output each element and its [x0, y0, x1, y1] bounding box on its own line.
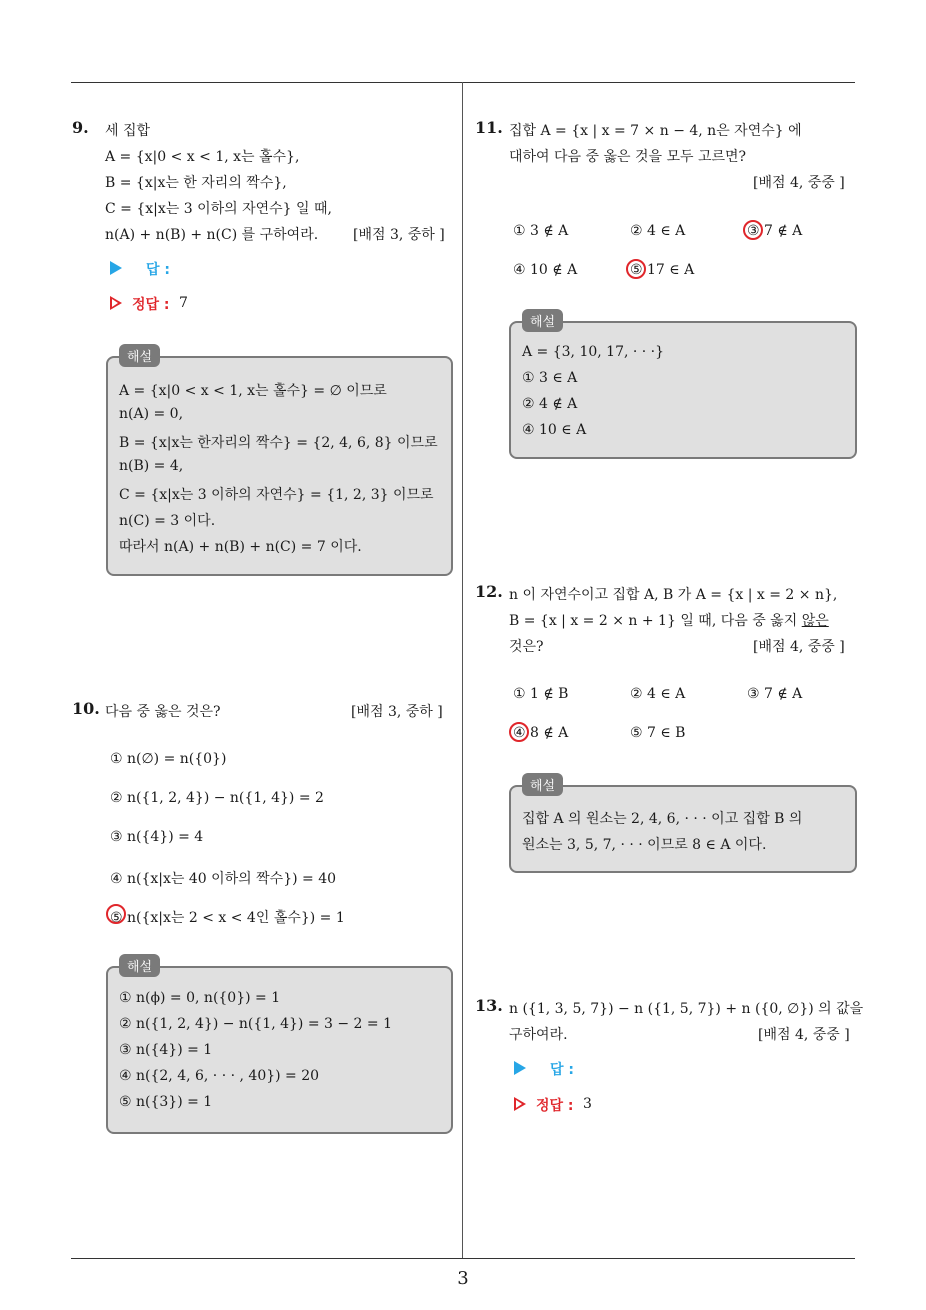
explanation-line: ④ 10 ∈ A — [522, 422, 587, 438]
correct-label: 정답 : — [536, 1098, 574, 1114]
choice-4: ④ n({x|x는 40 이하의 짝수}) = 40 — [110, 871, 337, 887]
answer-label: 답 : — [146, 262, 170, 278]
explanation-box — [509, 785, 857, 873]
score-label: [배점 4, 중중 ] — [758, 1027, 850, 1043]
explanation-line: 집합 A 의 원소는 2, 4, 6, · · · 이고 집합 B 의 — [522, 811, 803, 827]
question-text: 것은? — [509, 639, 544, 655]
question-number: 9. — [72, 118, 89, 137]
question-text: 집합 A = {x | x = 7 × n − 4, n은 자연수} 에 — [509, 123, 802, 139]
selected-mark-icon — [743, 220, 763, 240]
bottom-rule — [71, 1258, 855, 1259]
explanation-tag: 해설 — [522, 773, 563, 796]
selected-mark-icon — [106, 904, 126, 924]
explanation-tag: 해설 — [522, 309, 563, 332]
top-rule — [71, 82, 855, 83]
score-label: [배점 3, 중하 ] — [351, 704, 443, 720]
underlined-word: 않은 — [801, 613, 829, 629]
question-number: 11. — [475, 118, 503, 137]
question-text: A = {x|0 < x < 1, x는 홀수}, — [105, 149, 300, 165]
explanation-line: C = {x|x는 3 이하의 자연수} = {1, 2, 3} 이므로 — [119, 487, 434, 503]
explanation-line: 따라서 n(A) + n(B) + n(C) = 7 이다. — [119, 539, 362, 555]
answer-arrow-icon — [110, 261, 122, 275]
question-text: 다음 중 옳은 것은? — [105, 704, 221, 720]
explanation-line: n(C) = 3 이다. — [119, 513, 216, 529]
choice-4: ④ 10 ∉ A — [513, 262, 578, 278]
answer-label: 답 : — [550, 1062, 574, 1078]
explanation-line: ⑤ n({3}) = 1 — [119, 1094, 213, 1110]
choice-1: ① 3 ∉ A — [513, 223, 569, 239]
explanation-line: ② n({1, 2, 4}) − n({1, 4}) = 3 − 2 = 1 — [119, 1016, 392, 1032]
correct-arrow-icon — [514, 1097, 526, 1111]
explanation-line: ④ n({2, 4, 6, · · · , 40}) = 20 — [119, 1068, 320, 1084]
explanation-line: B = {x|x는 한자리의 짝수} = {2, 4, 6, 8} 이므로 — [119, 435, 438, 451]
correct-value: 7 — [179, 295, 188, 311]
explanation-tag: 해설 — [119, 954, 160, 977]
choice-4: ④ 8 ∉ A — [513, 725, 569, 741]
column-divider — [462, 82, 463, 1258]
explanation-box — [509, 321, 857, 459]
explanation-tag: 해설 — [119, 344, 160, 367]
choice-2: ② n({1, 2, 4}) − n({1, 4}) = 2 — [110, 790, 324, 806]
choice-1: ① 1 ∉ B — [513, 686, 569, 702]
score-label: [배점 3, 중하 ] — [353, 227, 445, 243]
choice-2: ② 4 ∈ A — [630, 686, 686, 702]
choice-3: ③ 7 ∉ A — [747, 223, 803, 239]
explanation-line: A = {3, 10, 17, · · ·} — [522, 344, 665, 360]
question-text: n 이 자연수이고 집합 A, B 가 A = {x | x = 2 × n}, — [509, 587, 838, 603]
score-label: [배점 4, 중중 ] — [753, 175, 845, 191]
question-text: 세 집합 — [105, 123, 151, 139]
explanation-line: ② 4 ∉ A — [522, 396, 578, 412]
explanation-line: A = {x|0 < x < 1, x는 홀수} = ∅ 이므로 — [119, 383, 387, 399]
choice-5: ⑤ 17 ∈ A — [630, 262, 695, 278]
explanation-line: ① 3 ∈ A — [522, 370, 578, 386]
question-text: n(A) + n(B) + n(C) 를 구하여라. — [105, 227, 319, 243]
explanation-line: ③ n({4}) = 1 — [119, 1042, 213, 1058]
question-text: B = {x|x는 한 자리의 짝수}, — [105, 175, 287, 191]
correct-label: 정답 : — [132, 297, 170, 313]
choice-1: ① n(∅) = n({0}) — [110, 751, 227, 767]
question-number: 13. — [475, 996, 503, 1015]
choice-3: ③ n({4}) = 4 — [110, 829, 204, 845]
correct-value: 3 — [583, 1096, 592, 1112]
question-text: B = {x | x = 2 × n + 1} 일 때, 다음 중 옳지 않은 — [509, 613, 829, 629]
selected-mark-icon — [626, 259, 646, 279]
choice-3: ③ 7 ∉ A — [747, 686, 803, 702]
explanation-line: n(B) = 4, — [119, 458, 184, 474]
correct-arrow-icon — [110, 296, 122, 310]
question-text: 대하여 다음 중 옳은 것을 모두 고르면? — [509, 149, 747, 165]
explanation-line: ① n(ϕ) = 0, n({0}) = 1 — [119, 990, 281, 1006]
score-label: [배점 4, 중중 ] — [753, 639, 845, 655]
selected-mark-icon — [509, 722, 529, 742]
explanation-line: 원소는 3, 5, 7, · · · 이므로 8 ∈ A 이다. — [522, 837, 767, 853]
explanation-line: n(A) = 0, — [119, 406, 184, 422]
question-text: C = {x|x는 3 이하의 자연수} 일 때, — [105, 201, 332, 217]
question-text: n ({1, 3, 5, 7}) − n ({1, 5, 7}) + n ({0, ∅}) 의 값을 — [509, 1001, 864, 1017]
choice-5: ⑤ n({x|x는 2 < x < 4인 홀수}) = 1 — [110, 910, 345, 926]
question-text: 구하여라. — [509, 1027, 568, 1043]
question-number: 12. — [475, 582, 503, 601]
choice-5: ⑤ 7 ∈ B — [630, 725, 686, 741]
question-number: 10. — [72, 699, 100, 718]
choice-2: ② 4 ∈ A — [630, 223, 686, 239]
answer-arrow-icon — [514, 1061, 526, 1075]
page-number: 3 — [457, 1268, 469, 1289]
